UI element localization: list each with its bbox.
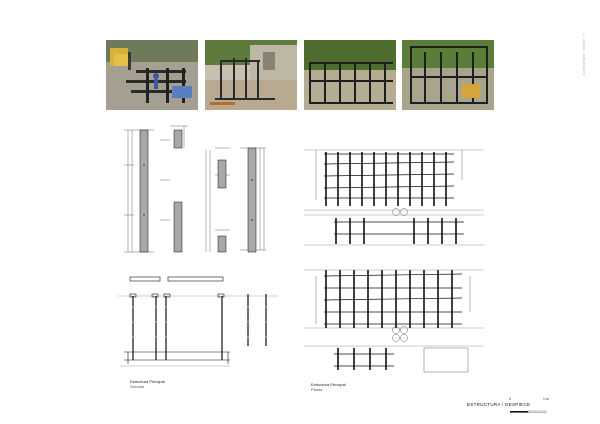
sheet-title: ESTRUCTURA / DESPIECE — [467, 402, 531, 407]
photo-frame-yard — [205, 40, 297, 110]
scale-start-label: 0 — [509, 397, 511, 401]
scale-end-label: 1 m — [543, 397, 549, 401]
photo-excavator-site — [106, 40, 198, 110]
section-caption — [130, 379, 165, 389]
scale-bar — [510, 403, 555, 421]
plan-drawing-lower — [304, 262, 484, 374]
plan-caption-title: Estructura Principal — [311, 382, 346, 387]
vertical-credit: L. LUCAS · ARQUITECTO — [582, 34, 586, 76]
photo-steel-cage-trees — [402, 40, 494, 110]
member-details-drawing — [120, 120, 280, 260]
plan-caption — [311, 382, 346, 392]
section-caption-title: Estructura Principal — [130, 379, 165, 384]
section-drawing — [118, 272, 278, 372]
photo-steel-cage-green — [304, 40, 396, 110]
plan-caption-sub: Planta — [311, 387, 323, 392]
section-caption-sub: Sección — [130, 384, 145, 389]
plan-drawing-upper — [304, 140, 484, 250]
